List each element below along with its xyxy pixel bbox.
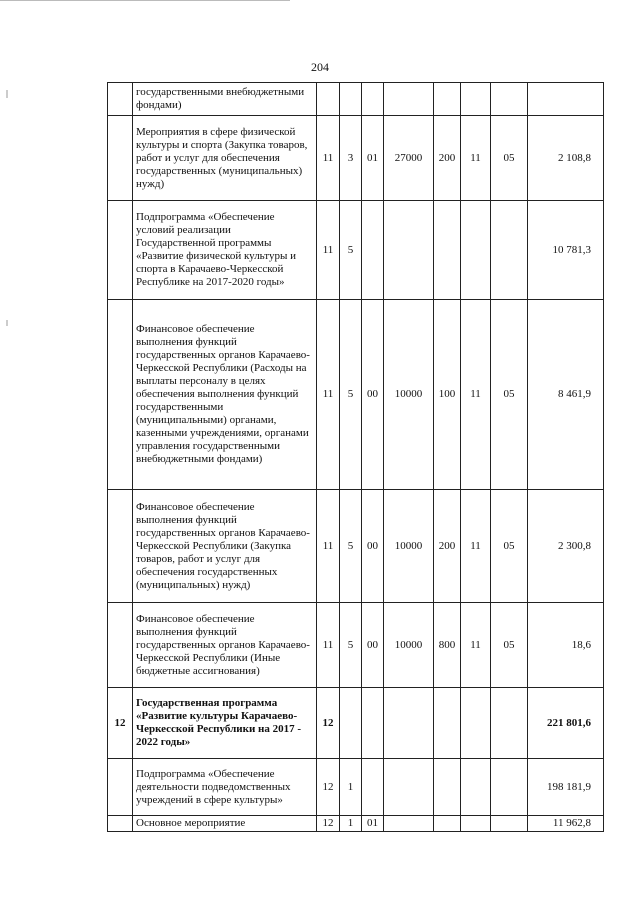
cell-c2 xyxy=(340,688,362,759)
table-row xyxy=(108,490,604,603)
cell-c3: 01 xyxy=(362,116,384,201)
cell-name: Основное мероприятие xyxy=(133,816,317,832)
table-row xyxy=(108,688,604,759)
cell-c2: 1 xyxy=(340,759,362,816)
cell-c1 xyxy=(317,83,340,116)
cell-c2 xyxy=(340,83,362,116)
cell-sum: 2 300,8 xyxy=(528,490,604,603)
cell-c1: 12 xyxy=(317,759,340,816)
cell-name: Подпрограмма «Обеспечение условий реализации Государственной программы «Развитие физической культуры и спорта в Карачаево-Черкесской Республике на 2017-2020 годы» xyxy=(133,201,317,300)
cell-c4 xyxy=(384,816,434,832)
cell-c6 xyxy=(461,83,491,116)
cell-c5: 200 xyxy=(434,116,461,201)
cell-c3 xyxy=(362,83,384,116)
cell-c5: 200 xyxy=(434,490,461,603)
cell-c7 xyxy=(491,83,528,116)
cell-num xyxy=(108,83,133,116)
table-row xyxy=(108,116,604,201)
cell-c2: 3 xyxy=(340,116,362,201)
table-row xyxy=(108,300,604,490)
cell-c3 xyxy=(362,688,384,759)
cell-sum: 18,6 xyxy=(528,603,604,688)
budget-table xyxy=(107,82,604,832)
table-row xyxy=(108,816,604,832)
cell-c4 xyxy=(384,83,434,116)
cell-name: Подпрограмма «Обеспечение деятельности подведомственных учреждений в сфере культуры» xyxy=(133,759,317,816)
cell-c2: 5 xyxy=(340,490,362,603)
cell-c6: 11 xyxy=(461,603,491,688)
cell-c6: 11 xyxy=(461,490,491,603)
scan-mark xyxy=(6,320,8,326)
cell-name: Государственная программа «Развитие культуры Карачаево-Черкесской Республики на 2017 - 2022 годы» xyxy=(133,688,317,759)
cell-c4: 10000 xyxy=(384,300,434,490)
cell-sum: 221 801,6 xyxy=(528,688,604,759)
cell-c3 xyxy=(362,201,384,300)
cell-sum xyxy=(528,83,604,116)
cell-c5 xyxy=(434,688,461,759)
cell-c3: 00 xyxy=(362,490,384,603)
cell-sum: 198 181,9 xyxy=(528,759,604,816)
cell-name: Финансовое обеспечение выполнения функций государственных органов Карачаево-Черкесской Республики (Иные бюджетные ассигнования) xyxy=(133,603,317,688)
cell-name: Финансовое обеспечение выполнения функций государственных органов Карачаево-Черкесской Республики (Закупка товаров, работ и услуг для обеспечения государственных (муниципальных) нужд) xyxy=(133,490,317,603)
cell-num xyxy=(108,116,133,201)
cell-c7: 05 xyxy=(491,300,528,490)
cell-c6 xyxy=(461,688,491,759)
cell-c7: 05 xyxy=(491,603,528,688)
cell-c3: 00 xyxy=(362,300,384,490)
table-row xyxy=(108,201,604,300)
cell-num xyxy=(108,300,133,490)
cell-c5 xyxy=(434,201,461,300)
cell-num xyxy=(108,490,133,603)
cell-sum: 11 962,8 xyxy=(528,816,604,832)
cell-c7 xyxy=(491,201,528,300)
cell-c3: 00 xyxy=(362,603,384,688)
cell-c6 xyxy=(461,816,491,832)
cell-c1: 11 xyxy=(317,116,340,201)
cell-c3 xyxy=(362,759,384,816)
cell-sum: 8 461,9 xyxy=(528,300,604,490)
cell-c7 xyxy=(491,688,528,759)
cell-num: 12 xyxy=(108,688,133,759)
cell-c5: 800 xyxy=(434,603,461,688)
table-row xyxy=(108,759,604,816)
cell-c7: 05 xyxy=(491,116,528,201)
cell-c4: 10000 xyxy=(384,490,434,603)
cell-c2: 1 xyxy=(340,816,362,832)
cell-c7 xyxy=(491,759,528,816)
cell-c5 xyxy=(434,759,461,816)
cell-c3: 01 xyxy=(362,816,384,832)
top-rule xyxy=(0,0,290,1)
cell-c4: 27000 xyxy=(384,116,434,201)
cell-c1: 11 xyxy=(317,603,340,688)
table-row xyxy=(108,83,604,116)
cell-c4: 10000 xyxy=(384,603,434,688)
cell-c6: 11 xyxy=(461,116,491,201)
cell-c1: 12 xyxy=(317,816,340,832)
cell-c5 xyxy=(434,816,461,832)
cell-sum: 10 781,3 xyxy=(528,201,604,300)
cell-num xyxy=(108,201,133,300)
cell-c5: 100 xyxy=(434,300,461,490)
cell-c6: 11 xyxy=(461,300,491,490)
cell-c1: 11 xyxy=(317,490,340,603)
cell-name: Мероприятия в сфере физической культуры и спорта (Закупка товаров, работ и услуг для обеспечения государственных (муниципальных) нужд) xyxy=(133,116,317,201)
cell-num xyxy=(108,759,133,816)
cell-c6 xyxy=(461,201,491,300)
cell-name: государственными внебюджетными фондами) xyxy=(133,83,317,116)
cell-name: Финансовое обеспечение выполнения функций государственных органов Карачаево-Черкесской Республики (Расходы на выплаты персоналу в целях обеспечения выполнения функций государственными (муниципальными) органами, казенными учреждениями, органами управления государственными внебюджетными фондами) xyxy=(133,300,317,490)
cell-c5 xyxy=(434,83,461,116)
cell-c4 xyxy=(384,759,434,816)
table-row xyxy=(108,603,604,688)
cell-c4 xyxy=(384,201,434,300)
scan-mark xyxy=(6,90,8,98)
cell-c4 xyxy=(384,688,434,759)
cell-num xyxy=(108,603,133,688)
cell-c7: 05 xyxy=(491,490,528,603)
cell-sum: 2 108,8 xyxy=(528,116,604,201)
cell-c1: 12 xyxy=(317,688,340,759)
cell-c1: 11 xyxy=(317,300,340,490)
cell-num xyxy=(108,816,133,832)
cell-c2: 5 xyxy=(340,300,362,490)
cell-c2: 5 xyxy=(340,201,362,300)
cell-c1: 11 xyxy=(317,201,340,300)
page-number: 204 xyxy=(311,60,329,74)
cell-c2: 5 xyxy=(340,603,362,688)
cell-c6 xyxy=(461,759,491,816)
cell-c7 xyxy=(491,816,528,832)
